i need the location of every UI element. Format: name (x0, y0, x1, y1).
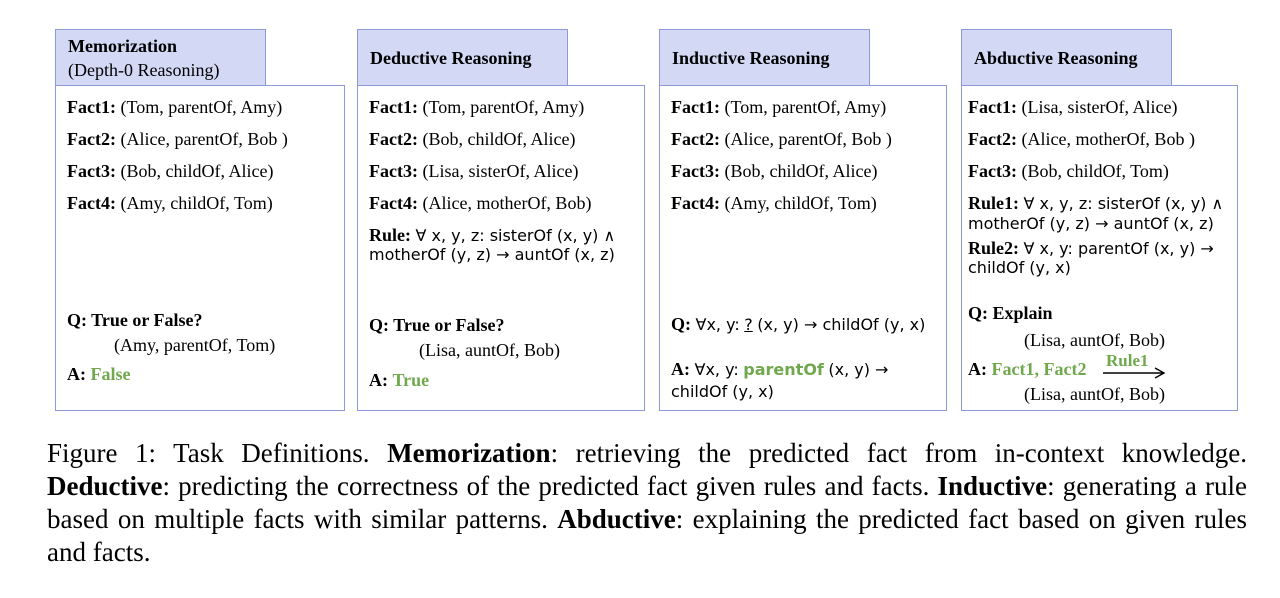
ded-answer: A: True (369, 370, 430, 390)
caption-ded-desc: : predicting the correctness of the predicted fact given rules and facts. (162, 471, 930, 501)
ded-fact3: Fact3: (Lisa, sisterOf, Alice) (369, 161, 579, 181)
ded-rule-line2: motherOf (y, z) → auntOf (x, z) (369, 245, 615, 264)
ded-rule-line1: Rule: ∀ x, y, z: sisterOf (x, y) ∧ (369, 225, 616, 245)
figure-caption (47, 437, 1247, 569)
ind-fact3: Fact3: (Bob, childOf, Alice) (671, 161, 878, 181)
caption-mem-term: Memorization (387, 438, 551, 468)
abd-fact1: Fact1: (Lisa, sisterOf, Alice) (968, 97, 1178, 117)
ded-question-label: Q: True or False? (369, 315, 505, 335)
abd-rule2-line2: childOf (y, x) (968, 258, 1071, 277)
deductive-title: Deductive Reasoning (370, 48, 532, 68)
mem-question-label: Q: True or False? (67, 310, 203, 330)
abd-question-label: Q: Explain (968, 303, 1053, 323)
abd-answer: A: Fact1, Fact2 (968, 359, 1087, 379)
caption-figure-label: Figure 1: Task Definitions. (47, 438, 370, 468)
abductive-title: Abductive Reasoning (974, 48, 1138, 68)
abd-rule1-line1: Rule1: ∀ x, y, z: sisterOf (x, y) ∧ (968, 193, 1224, 213)
abd-answer-text: (Lisa, auntOf, Bob) (1024, 384, 1165, 404)
abd-rule1-line2: motherOf (y, z) → auntOf (x, z) (968, 214, 1214, 233)
ind-fact4: Fact4: (Amy, childOf, Tom) (671, 193, 877, 213)
caption-abd-term: Abductive (557, 504, 676, 534)
ind-question: Q: ∀x, y: ? (x, y) → childOf (y, x) (671, 314, 926, 334)
mem-answer: A: False (67, 364, 131, 384)
inductive-tab (659, 29, 870, 86)
ind-answer-line1: A: ∀x, y: parentOf (x, y) → (671, 359, 889, 379)
mem-fact3: Fact3: (Bob, childOf, Alice) (67, 161, 274, 181)
caption-ind-term: Inductive (937, 471, 1048, 501)
caption-mem-desc: : retrieving the predicted fact from in-context knowledge. (550, 438, 1248, 468)
caption-ind-desc: : generating a rule based on multiple facts with similar patterns. (47, 471, 1247, 534)
caption-abd-desc: : explaining the predicted fact based on given rules and facts. (47, 504, 1248, 567)
abd-rule-arrow-label: Rule1 (1106, 351, 1149, 370)
mem-fact1: Fact1: (Tom, parentOf, Amy) (67, 97, 283, 117)
mem-question-text: (Amy, parentOf, Tom) (114, 335, 276, 355)
abd-fact3: Fact3: (Bob, childOf, Tom) (968, 161, 1169, 181)
ind-fact2: Fact2: (Alice, parentOf, Bob ) (671, 129, 892, 149)
abd-rule-arrow-icon (1103, 367, 1167, 379)
abd-question-text: (Lisa, auntOf, Bob) (1024, 330, 1165, 350)
ind-fact1: Fact1: (Tom, parentOf, Amy) (671, 97, 887, 117)
mem-fact4: Fact4: (Amy, childOf, Tom) (67, 193, 273, 213)
memorization-subtitle: (Depth-0 Reasoning) (68, 60, 220, 80)
ded-question-text: (Lisa, auntOf, Bob) (419, 340, 560, 360)
abd-fact2: Fact2: (Alice, motherOf, Bob ) (968, 129, 1195, 149)
ded-fact2: Fact2: (Bob, childOf, Alice) (369, 129, 576, 149)
ded-fact1: Fact1: (Tom, parentOf, Amy) (369, 97, 585, 117)
inductive-title: Inductive Reasoning (672, 48, 830, 68)
deductive-tab (357, 29, 568, 86)
abductive-tab (961, 29, 1172, 86)
mem-fact2: Fact2: (Alice, parentOf, Bob ) (67, 129, 288, 149)
ded-fact4: Fact4: (Alice, motherOf, Bob) (369, 193, 592, 213)
memorization-tab (55, 29, 266, 86)
caption-ded-term: Deductive (47, 471, 163, 501)
ind-answer-line2: childOf (y, x) (671, 382, 774, 401)
memorization-title: Memorization (68, 36, 177, 56)
ind-question-blank: ? (744, 315, 753, 334)
abd-rule2-line1: Rule2: ∀ x, y: parentOf (x, y) → (968, 238, 1214, 258)
